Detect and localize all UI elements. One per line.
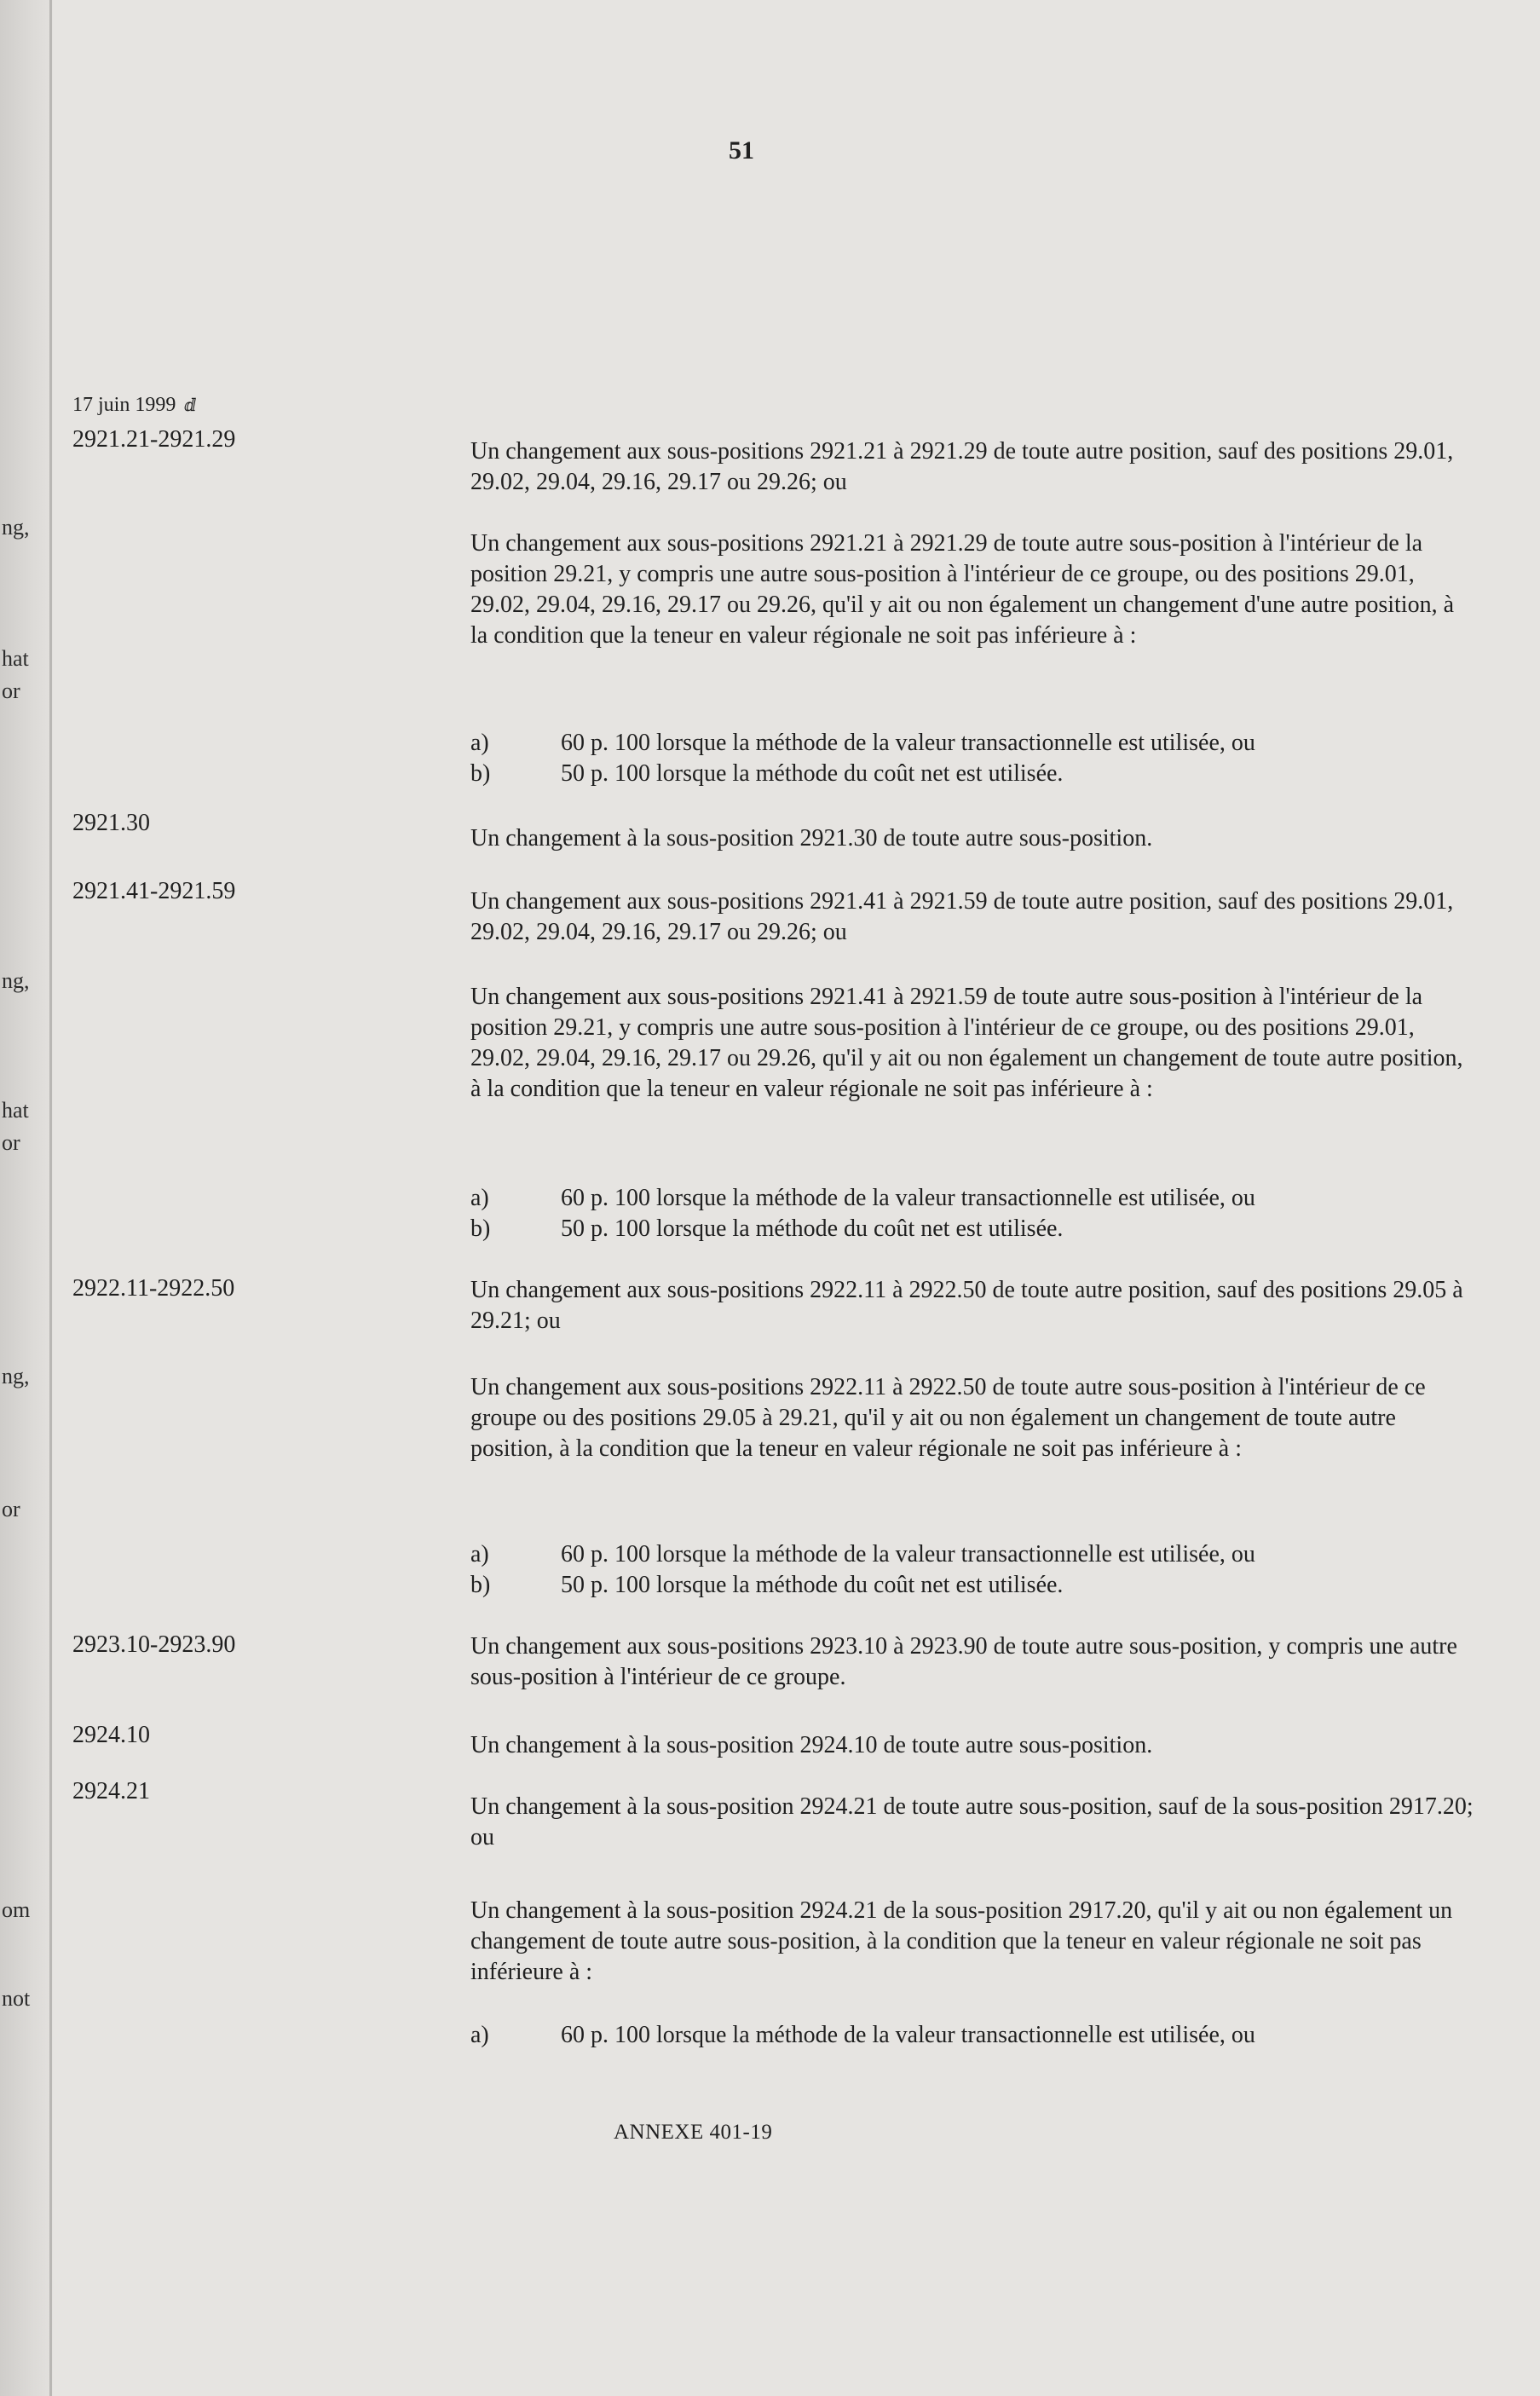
page-spine: [49, 0, 52, 2396]
margin-fragment: hat: [2, 1098, 29, 1123]
tariff-code: 2921.30: [72, 810, 150, 836]
sub-clause: a) 60 p. 100 lorsque la méthode de la valeur transactionnelle est utilisée, ou: [470, 1185, 1255, 1211]
tariff-code: 2924.21: [72, 1778, 150, 1804]
date-text: 17 juin 1999: [72, 394, 176, 416]
rule-paragraph: Un changement aux sous-positions 2921.41 à 2921.59 de toute autre sous-position à l'intérieur de la position 29.21, y compris une autre sous-position à l'intérieur de ce groupe, ou des positions 29.01, 29.02, 29.04, 29.16, 29.17 ou 29.26, qu'il y ait ou non également un changement de toute autre position, à la condition que la teneur en valeur régionale ne soit pas inférieure à :: [470, 984, 1463, 1102]
margin-fragment: ng,: [2, 515, 30, 540]
rule-paragraph: Un changement à la sous-position 2924.21 de toute autre sous-position, sauf de la sous-position 2917.20; ou: [470, 1793, 1474, 1850]
rule-paragraph: Un changement à la sous-position 2921.30 de toute autre sous-position.: [470, 825, 1153, 852]
annex-footer: ANNEXE 401-19: [614, 2121, 773, 2144]
rule-paragraph: Un changement aux sous-positions 2921.21 à 2921.29 de toute autre sous-position à l'intérieur de la position 29.21, y compris une autre sous-position à l'intérieur de ce groupe, ou des positions 29.01, 29.02, 29.04, 29.16, 29.17 ou 29.26, qu'il y ait ou non également un changement d'une autre position, à la condition que la teneur en valeur régionale ne soit pas inférieure à :: [470, 530, 1455, 649]
sub-clause: b) 50 p. 100 lorsque la méthode du coût net est utilisée.: [470, 1572, 1064, 1598]
rule-paragraph: Un changement aux sous-positions 2922.11 à 2922.50 de toute autre position, sauf des positions 29.05 à 29.21; ou: [470, 1277, 1463, 1334]
date-mark-icon: ⅆ: [184, 396, 197, 415]
rule-paragraph: Un changement à la sous-position 2924.10 de toute autre sous-position.: [470, 1732, 1153, 1758]
margin-fragment: ng,: [2, 968, 30, 993]
page-number: 51: [729, 136, 754, 165]
tariff-code: 2922.11-2922.50: [72, 1275, 235, 1302]
sub-clause: b) 50 p. 100 lorsque la méthode du coût net est utilisée.: [470, 1215, 1064, 1242]
rule-paragraph: Un changement aux sous-positions 2922.11 à 2922.50 de toute autre sous-position à l'intérieur de ce groupe ou des positions 29.05 à 29.21, qu'il y ait ou non également un changement de toute autre position, à la condition que la teneur en valeur régionale ne soit pas inférieure à :: [470, 1374, 1426, 1462]
sub-clause: a) 60 p. 100 lorsque la méthode de la valeur transactionnelle est utilisée, ou: [470, 730, 1255, 756]
tariff-code: 2921.21-2921.29: [72, 426, 236, 453]
tariff-code: 2923.10-2923.90: [72, 1631, 236, 1658]
date-header: [72, 394, 196, 417]
tariff-code: 2921.41-2921.59: [72, 878, 236, 904]
tariff-code: 2924.10: [72, 1722, 150, 1748]
sub-clause: b) 50 p. 100 lorsque la méthode du coût net est utilisée.: [470, 760, 1064, 787]
margin-fragment: not: [2, 1986, 31, 2011]
margin-fragment: ng,: [2, 1364, 30, 1389]
page-binding-shadow: [0, 0, 53, 2396]
margin-fragment: hat: [2, 646, 29, 671]
sub-clause: a) 60 p. 100 lorsque la méthode de la valeur transactionnelle est utilisée, ou: [470, 1541, 1255, 1568]
margin-fragment: om: [2, 1897, 31, 1922]
margin-fragment: or: [2, 678, 20, 703]
sub-clause: a) 60 p. 100 lorsque la méthode de la valeur transactionnelle est utilisée, ou: [470, 2022, 1255, 2048]
rule-paragraph: Un changement aux sous-positions 2921.21 à 2921.29 de toute autre position, sauf des positions 29.01, 29.02, 29.04, 29.16, 29.17 ou 29.26; ou: [470, 438, 1454, 495]
margin-fragment: or: [2, 1130, 20, 1155]
rule-paragraph: Un changement à la sous-position 2924.21 de la sous-position 2917.20, qu'il y ait ou non également un changement de toute autre sous-position, à la condition que la teneur en valeur régionale ne soit pas inférieure à :: [470, 1897, 1453, 1985]
rule-paragraph: Un changement aux sous-positions 2923.10 à 2923.90 de toute autre sous-position, y compris une autre sous-position à l'intérieur de ce groupe.: [470, 1633, 1457, 1690]
margin-fragment: or: [2, 1497, 20, 1521]
rule-paragraph: Un changement aux sous-positions 2921.41 à 2921.59 de toute autre position, sauf des positions 29.01, 29.02, 29.04, 29.16, 29.17 ou 29.26; ou: [470, 888, 1454, 945]
